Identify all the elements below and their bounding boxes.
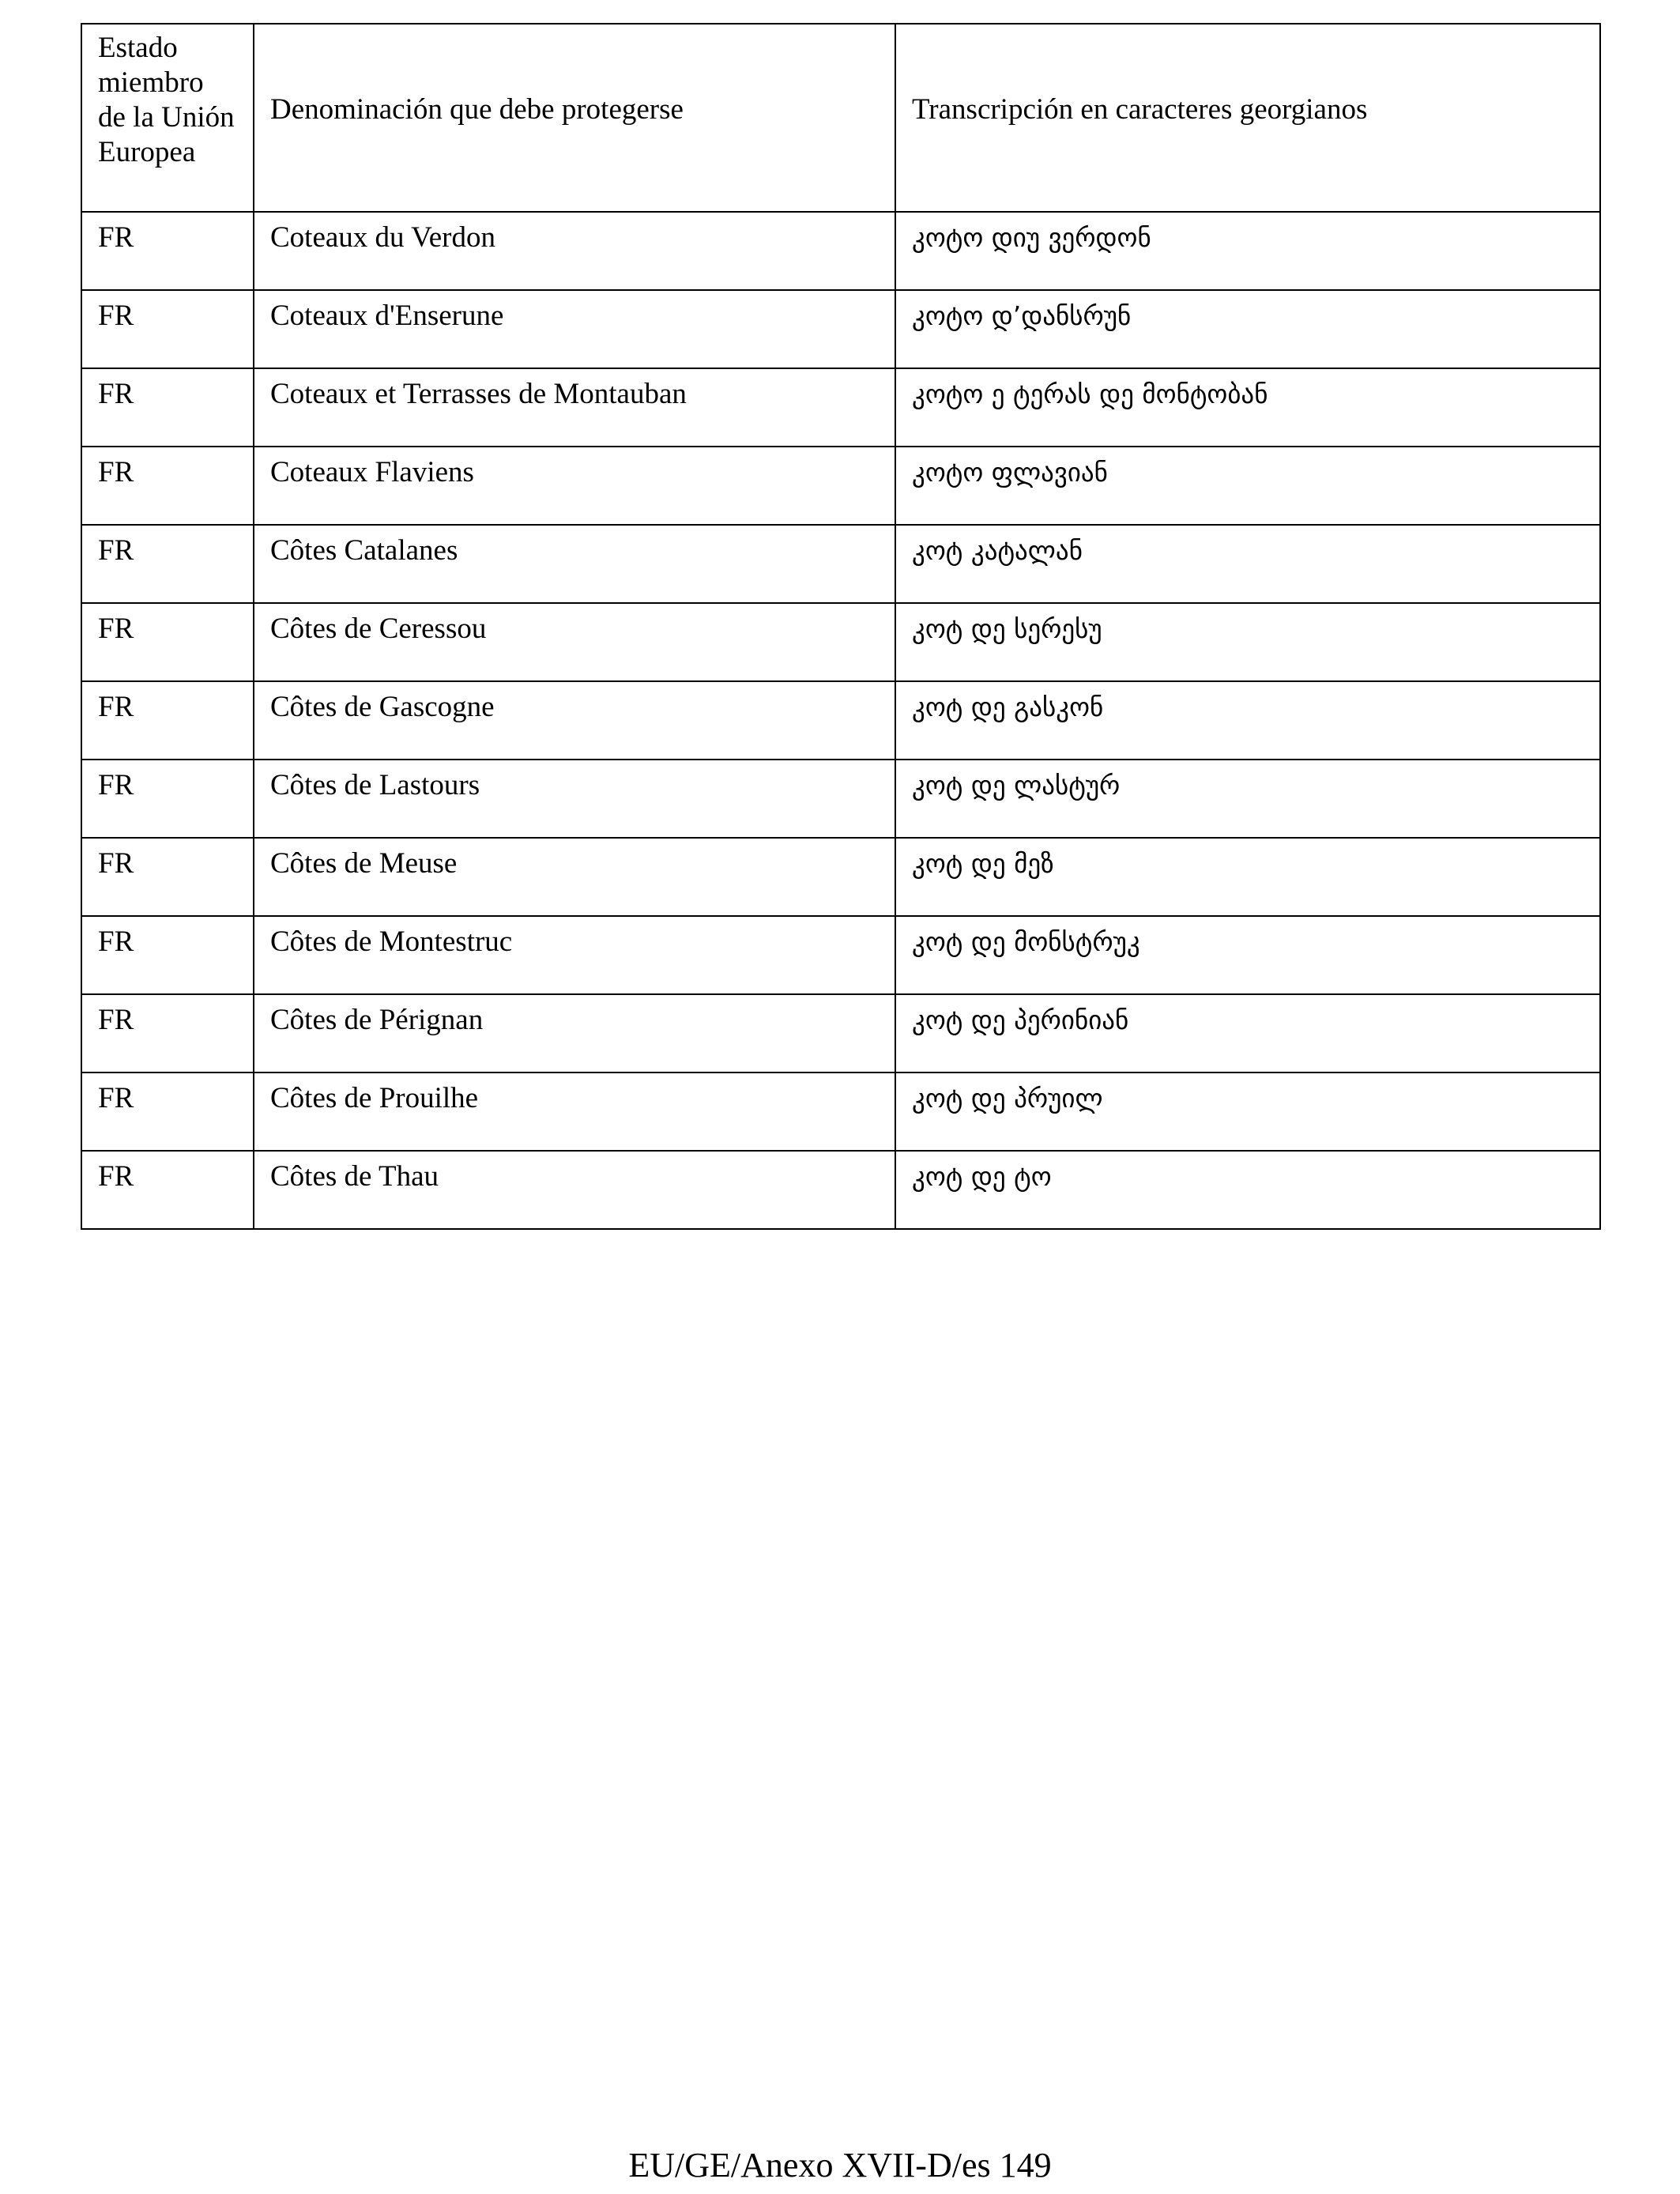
cell-denomination: Côtes de Ceressou — [254, 603, 895, 681]
cell-georgian-transcription: კოტო ფლავიან — [895, 447, 1600, 525]
cell-georgian-transcription: კოტ დე ტო — [895, 1151, 1600, 1229]
cell-georgian-transcription: კოტ კატალან — [895, 525, 1600, 603]
cell-denomination: Côtes de Meuse — [254, 838, 895, 916]
cell-georgian-transcription: კოტ დე პრუილ — [895, 1072, 1600, 1151]
table-row — [81, 290, 1600, 368]
header-member-state: Estado miembro de la Unión Europea — [81, 24, 254, 212]
cell-member-state: FR — [81, 368, 254, 447]
page-footer-reference: EU/GE/Anexo XVII-D/es 149 — [628, 2146, 1052, 2185]
cell-member-state: FR — [81, 1151, 254, 1229]
table-row — [81, 681, 1600, 760]
cell-member-state: FR — [81, 838, 254, 916]
table-row — [81, 838, 1600, 916]
cell-member-state: FR — [81, 916, 254, 994]
cell-georgian-transcription: კოტო ე ტერას დე მონტობან — [895, 368, 1600, 447]
table-row — [81, 994, 1600, 1072]
table-row — [81, 525, 1600, 603]
cell-member-state: FR — [81, 525, 254, 603]
cell-denomination: Côtes de Gascogne — [254, 681, 895, 760]
table-row — [81, 447, 1600, 525]
cell-denomination: Coteaux du Verdon — [254, 212, 895, 290]
cell-denomination: Coteaux d'Enserune — [254, 290, 895, 368]
table-row — [81, 212, 1600, 290]
denominations-table — [81, 23, 1601, 1230]
cell-denomination: Côtes de Lastours — [254, 760, 895, 838]
cell-georgian-transcription: კოტ დე პერინიან — [895, 994, 1600, 1072]
table-row — [81, 760, 1600, 838]
cell-member-state: FR — [81, 212, 254, 290]
table-header-row — [81, 24, 1600, 212]
cell-denomination: Côtes de Pérignan — [254, 994, 895, 1072]
cell-denomination: Côtes Catalanes — [254, 525, 895, 603]
cell-member-state: FR — [81, 760, 254, 838]
cell-georgian-transcription: კოტ დე გასკონ — [895, 681, 1600, 760]
cell-member-state: FR — [81, 681, 254, 760]
table-row — [81, 1151, 1600, 1229]
cell-member-state: FR — [81, 290, 254, 368]
cell-member-state: FR — [81, 994, 254, 1072]
cell-georgian-transcription: კოტო დ’დანსრუნ — [895, 290, 1600, 368]
cell-member-state: FR — [81, 603, 254, 681]
header-denomination: Denominación que debe protegerse — [254, 24, 895, 212]
cell-georgian-transcription: კოტო დიუ ვერდონ — [895, 212, 1600, 290]
table-row — [81, 603, 1600, 681]
cell-georgian-transcription: კოტ დე მონსტრუკ — [895, 916, 1600, 994]
table-row — [81, 1072, 1600, 1151]
table-body — [81, 212, 1600, 1229]
table-row — [81, 368, 1600, 447]
cell-member-state: FR — [81, 447, 254, 525]
cell-denomination: Coteaux Flaviens — [254, 447, 895, 525]
cell-georgian-transcription: კოტ დე ლასტურ — [895, 760, 1600, 838]
cell-denomination: Côtes de Montestruc — [254, 916, 895, 994]
cell-denomination: Côtes de Thau — [254, 1151, 895, 1229]
cell-georgian-transcription: კოტ დე მეზ — [895, 838, 1600, 916]
table-row — [81, 916, 1600, 994]
cell-georgian-transcription: კოტ დე სერესუ — [895, 603, 1600, 681]
cell-member-state: FR — [81, 1072, 254, 1151]
cell-denomination: Côtes de Prouilhe — [254, 1072, 895, 1151]
cell-denomination: Coteaux et Terrasses de Montauban — [254, 368, 895, 447]
header-transcription: Transcripción en caracteres georgianos — [895, 24, 1600, 212]
